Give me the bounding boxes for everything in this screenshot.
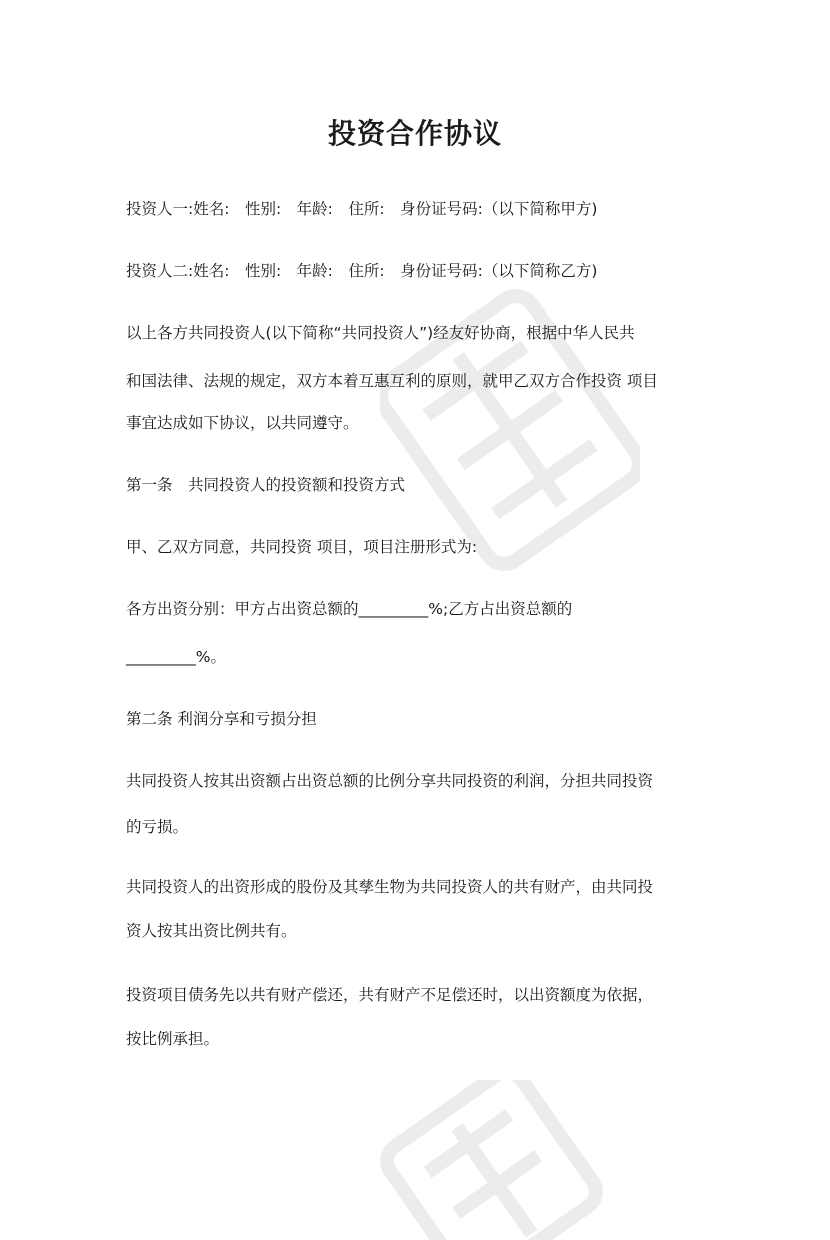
preamble-line: 事宜达成如下协议，以共同遵守。 [126,414,359,432]
debt-line: 按比例承担。 [126,1030,220,1048]
preamble-line: 和国法律、法规的规定，双方本着互惠互利的原则，就甲乙双方合作投资 项目 [126,372,658,390]
article-one-line: 甲、乙双方同意，共同投资 项目，项目注册形式为: [126,538,478,556]
article-one-heading: 第一条 共同投资人的投资额和投资方式 [126,476,406,494]
preamble-line: 以上各方共同投资人(以下简称“共同投资人”)经友好协商，根据中华人民共 [126,324,635,342]
investor-two-line: 投资人二:姓名: 性别: 年龄: 住所: 身份证号码:（以下简称乙方) [126,262,598,280]
investor-one-line: 投资人一:姓名: 性别: 年龄: 住所: 身份证号码:（以下简称甲方) [126,200,598,218]
contribution-line: _________%。 [126,648,226,666]
contribution-line: 各方出资分别：甲方占出资总额的_________%;乙方占出资总额的 [126,600,573,618]
article-two-heading: 第二条 利润分享和亏损分担 [126,710,317,728]
property-line: 共同投资人的出资形成的股份及其孳生物为共同投资人的共有财产，由共同投 [126,878,654,896]
document-title: 投资合作协议 [327,117,502,150]
profit-line: 的亏损。 [126,818,189,836]
profit-line: 共同投资人按其出资额占出资总额的比例分享共同投资的利润，分担共同投资 [126,772,654,790]
debt-line: 投资项目债务先以共有财产偿还，共有财产不足偿还时，以出资额度为依据， [126,986,654,1004]
property-line: 资人按其出资比例共有。 [126,922,297,940]
watermark-logo-icon [350,1080,610,1240]
